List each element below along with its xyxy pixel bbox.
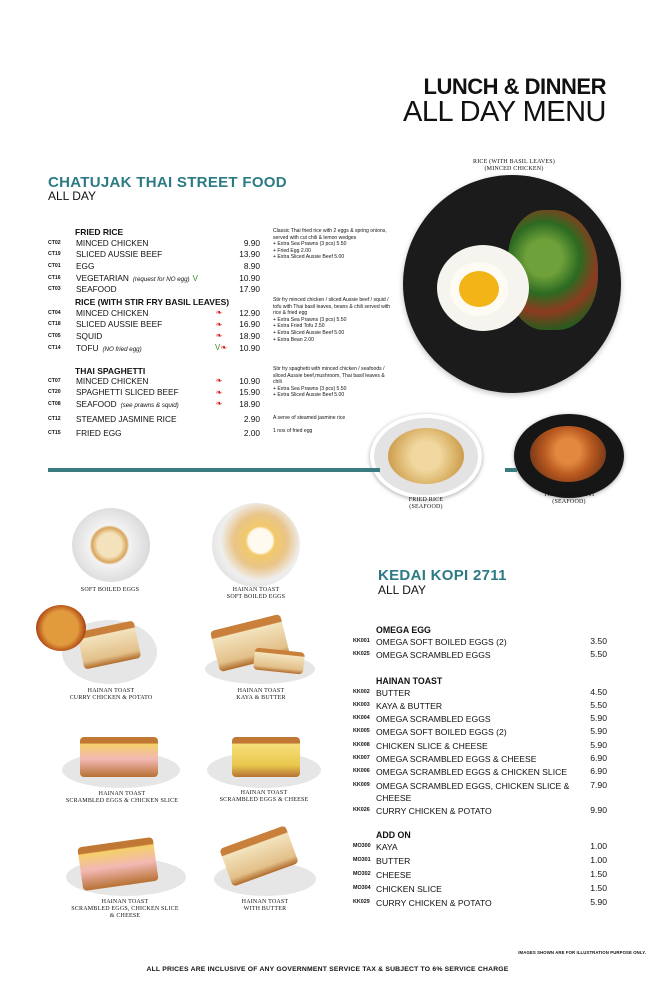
rice-description: A serve of steamed jasmine rice	[273, 415, 346, 421]
item-code: CT04	[48, 309, 61, 316]
item-name: EGG	[76, 260, 95, 271]
item-code: CT08	[48, 400, 61, 407]
kopi-menu	[353, 625, 609, 910]
list-item	[353, 854, 609, 868]
item-name: SLICED AUSSIE BEEF	[76, 249, 163, 260]
fried-rice-list	[48, 237, 260, 295]
item-code: KK003	[353, 701, 370, 708]
item-price: 8.90	[243, 260, 260, 271]
price-footer: ALL PRICES ARE INCLUSIVE OF ANY GOVERNMENT SERVICE TAX & SUBJECT TO 6% SERVICE CHARGE	[146, 966, 509, 973]
fried-rice-heading: FRIED RICE	[75, 227, 124, 237]
list-item	[353, 725, 609, 738]
list-item	[48, 319, 260, 331]
hainan-curry-caption: HAINAN TOAST CURRY CHICKEN & POTATO	[69, 688, 153, 701]
list-item	[48, 260, 260, 272]
item-code: MO304	[353, 884, 371, 891]
list-item	[48, 249, 260, 261]
item-name: BUTTER	[376, 687, 411, 698]
item-name	[76, 343, 212, 353]
item-name: FRIED EGG	[76, 428, 122, 438]
item-name: CURRY CHICKEN & POTATO	[376, 897, 492, 908]
hainan-scr-cheese-photo	[232, 737, 300, 777]
list-item	[353, 712, 609, 725]
basil-rice-heading: RICE (WITH STIR FRY BASIL LEAVES)	[75, 297, 230, 307]
spaghetti-caption: THAI SPAGHETTI (SEAFOOD)	[543, 492, 595, 505]
fried-rice-photo	[370, 414, 482, 499]
item-price: 10.90	[239, 375, 260, 386]
item-code: MO302	[353, 870, 371, 877]
list-item	[353, 804, 609, 817]
item-name-text: VEGETARIAN	[76, 272, 129, 283]
addon-heading: ADD ON	[376, 829, 411, 840]
item-price: 9.90	[590, 804, 607, 815]
item-code: KK001	[353, 638, 370, 644]
item-name: CURRY CHICKEN & POTATO	[376, 805, 492, 816]
item-code: CT05	[48, 332, 61, 339]
item-name: CHEESE	[376, 869, 412, 880]
item-code: CT03	[48, 286, 61, 293]
item-price: 10.90	[239, 272, 260, 283]
list-item	[48, 272, 260, 284]
curry-bowl-photo	[36, 605, 86, 651]
item-code: KK026	[353, 806, 370, 813]
item-name	[76, 273, 212, 283]
chili-icon: ❧	[215, 387, 223, 397]
item-price: 1.50	[590, 868, 607, 879]
section-divider	[48, 468, 380, 472]
item-name: CHICKEN SLICE & CHEESE	[376, 740, 488, 751]
fried-rice-caption: FRIED RICE (SEAFOOD)	[408, 497, 444, 510]
item-name: SQUID	[76, 330, 103, 341]
hainan-soft-boiled-photo	[212, 503, 300, 587]
list-item	[48, 375, 260, 387]
chili-icon: ❧	[215, 399, 223, 409]
hainan-kaya-caption: HAINAN TOAST KAYA & BUTTER	[236, 688, 286, 701]
list-item	[48, 398, 260, 410]
item-price: 17.90	[239, 284, 260, 295]
hainan-heading: HAINAN TOAST	[376, 675, 443, 686]
spaghetti-heading: THAI SPAGHETTI	[75, 366, 146, 376]
item-code: CT15	[48, 430, 61, 436]
kopi-section-title: KEDAI KOPI 2711	[378, 567, 507, 584]
item-price: 5.90	[590, 896, 607, 907]
thai-others-list	[48, 412, 260, 440]
item-code: KK006	[353, 768, 370, 775]
illustration-note: IMAGES SHOWN ARE FOR ILLUSTRATION PURPOSE ONLY.	[518, 950, 646, 955]
basil-rice-description: Stir fry minced chicken / sliced Aussie beef / squid / tofu with Thai basil leaves, beans & chili served with rice & fried egg + Extra Sea Prawns (3 pcs) 5.50 + Extra Fried Tofu 2.50 + Extra Sliced Aussie Beef 5.00 + Extra Bean 2.00	[273, 297, 391, 343]
soft-boiled-eggs-photo	[72, 508, 150, 582]
item-name: STEAMED JASMINE RICE	[76, 414, 177, 424]
list-item	[48, 237, 260, 249]
list-item	[48, 330, 260, 342]
item-name: CHICKEN SLICE	[376, 883, 442, 894]
basil-rice-photo	[403, 175, 621, 393]
list-item	[48, 426, 260, 440]
item-code: CT02	[48, 239, 61, 246]
item-price: 1.50	[590, 882, 607, 893]
vegetarian-icon: V	[192, 273, 198, 283]
item-price: 15.90	[239, 387, 260, 398]
kopi-section-subtitle: ALL DAY	[378, 583, 427, 597]
basil-rice-list	[48, 307, 260, 353]
item-code: MO300	[353, 842, 371, 849]
list-item	[353, 779, 609, 804]
item-code: KK007	[353, 755, 370, 762]
spaghetti-list	[48, 375, 260, 410]
item-name: OMEGA SOFT BOILED EGGS (2)	[376, 727, 507, 738]
list-item	[353, 752, 609, 765]
item-name: MINCED CHICKEN	[76, 375, 149, 386]
list-item	[48, 412, 260, 426]
section-divider-end	[505, 468, 517, 472]
item-code: KK025	[353, 651, 370, 658]
item-code: KK005	[353, 728, 370, 735]
item-price: 18.90	[239, 330, 260, 341]
item-price: 5.90	[590, 739, 607, 750]
item-name: MINCED CHICKEN	[76, 237, 149, 248]
item-code: CT07	[48, 377, 61, 384]
item-code: CT19	[48, 251, 61, 258]
item-price: 1.00	[590, 854, 607, 865]
list-item	[353, 896, 609, 910]
item-name: SPAGHETTI SLICED BEEF	[76, 387, 179, 398]
hainan-scr-both-caption: HAINAN TOAST SCRAMBLED EGGS, CHICKEN SLICE & CHEESE	[71, 899, 179, 919]
menu-header-line2: ALL DAY MENU	[403, 96, 606, 128]
item-price: 2.00	[243, 428, 260, 438]
item-code: CT20	[48, 389, 61, 396]
item-name: OMEGA SCRAMBLED EGGS & CHICKEN SLICE	[376, 767, 568, 778]
fried-rice-description: Classic Thai fried rice with 2 eggs & spring onions, served with cut chili & lemon wedges + Extra Sea Prawns (3 pcs) 5.50 + Fried Egg 2.00 + Extra Sliced Aussie Beef 5.00	[273, 228, 387, 261]
menu-header-line1: LUNCH & DINNER	[423, 74, 606, 99]
list-item	[353, 739, 609, 752]
item-name: OMEGA SCRAMBLED EGGS	[376, 714, 491, 725]
item-code: MO301	[353, 856, 371, 863]
list-item	[48, 342, 260, 354]
item-price: 9.90	[243, 237, 260, 248]
item-price: 4.50	[590, 686, 607, 697]
item-price: 6.90	[590, 753, 607, 764]
list-item	[353, 882, 609, 896]
item-code: CT18	[48, 321, 61, 328]
chili-icon: V❧	[215, 343, 228, 353]
hainan-scr-cheese-caption: HAINAN TOAST SCRAMBLED EGGS & CHEESE	[219, 790, 309, 803]
list-item	[48, 387, 260, 399]
item-note: (NO fried egg)	[102, 345, 142, 353]
item-name: OMEGA SCRAMBLED EGGS & CHEESE	[376, 754, 537, 765]
list-item	[353, 699, 609, 712]
item-price: 12.90	[239, 307, 260, 318]
item-code: CT12	[48, 416, 61, 422]
item-price: 5.50	[590, 649, 607, 660]
item-price: 5.90	[590, 713, 607, 724]
item-name: OMEGA SCRAMBLED EGGS	[376, 650, 491, 661]
item-name: SEAFOOD	[76, 284, 117, 295]
item-name	[76, 399, 212, 409]
chili-icon: ❧	[215, 308, 223, 318]
item-price: 16.90	[239, 319, 260, 330]
soft-boiled-eggs-caption: SOFT BOILED EGGS	[80, 587, 140, 593]
item-price: 5.90	[590, 726, 607, 737]
item-code: KK002	[353, 688, 370, 695]
hainan-scr-slice-caption: HAINAN TOAST SCRAMBLED EGGS & CHICKEN SLICE	[65, 791, 179, 804]
item-name-text: TOFU	[76, 342, 99, 353]
vegetarian-icon: V	[215, 343, 221, 353]
item-name: KAYA	[376, 841, 398, 852]
list-item	[353, 868, 609, 882]
item-note: (see prawns & squid)	[120, 401, 179, 409]
item-price: 6.90	[590, 766, 607, 777]
omega-heading: OMEGA EGG	[376, 625, 431, 635]
chili-icon: ❧	[215, 331, 223, 341]
item-price: 3.50	[590, 636, 607, 646]
list-item	[48, 283, 260, 295]
item-name: SLICED AUSSIE BEEF	[76, 319, 163, 330]
list-item	[353, 840, 609, 854]
item-code: KK029	[353, 898, 370, 905]
item-price: 7.90	[590, 779, 607, 790]
list-item	[48, 307, 260, 319]
spaghetti-description: Stir fry spaghetti with minced chicken / seafoods / sliced Aussie beef,mushroom, Thai basil leaves & chili + Extra Sea Prawns (3 pcs) 5.50 + Extra Sliced Aussie Beef 5.00	[273, 366, 385, 399]
item-price: 18.90	[239, 398, 260, 409]
hainan-scr-slice-photo	[80, 737, 158, 777]
item-code: CT14	[48, 344, 61, 351]
item-price: 13.90	[239, 249, 260, 260]
item-code: KK009	[353, 781, 370, 788]
hainan-soft-boiled-caption: HAINAN TOAST SOFT BOILED EGGS	[226, 587, 286, 600]
basil-rice-caption: RICE (WITH BASIL LEAVES) (MINCED CHICKEN)	[473, 159, 555, 172]
item-name: MINCED CHICKEN	[76, 307, 149, 318]
list-item	[353, 686, 609, 699]
list-item	[353, 648, 609, 661]
egg-description: 1 nos of fried egg	[273, 428, 313, 434]
list-item	[353, 635, 609, 648]
item-name: OMEGA SCRAMBLED EGGS, CHICKEN SLICE & CHEESE	[376, 780, 570, 803]
item-code: CT01	[48, 262, 61, 269]
spaghetti-photo	[514, 414, 624, 498]
item-name: OMEGA SOFT BOILED EGGS (2)	[376, 637, 507, 647]
item-code: KK004	[353, 715, 370, 722]
item-price: 10.90	[239, 342, 260, 353]
item-name: BUTTER	[376, 855, 411, 866]
item-price: 5.50	[590, 699, 607, 710]
chili-icon: ❧	[215, 319, 223, 329]
item-price: 1.00	[590, 840, 607, 851]
hainan-butter-caption: HAINAN TOAST WITH BUTTER	[241, 899, 289, 912]
thai-section-title: CHATUJAK THAI STREET FOOD	[48, 174, 287, 191]
item-name-text: SEAFOOD	[76, 398, 117, 409]
item-code: CT16	[48, 274, 61, 281]
list-item	[353, 765, 609, 778]
chili-icon: ❧	[215, 376, 223, 386]
item-note: (request for NO egg)	[132, 275, 190, 283]
item-code: KK008	[353, 741, 370, 748]
item-price: 2.90	[243, 414, 260, 424]
item-name: KAYA & BUTTER	[376, 700, 443, 711]
thai-section-subtitle: ALL DAY	[48, 189, 97, 203]
